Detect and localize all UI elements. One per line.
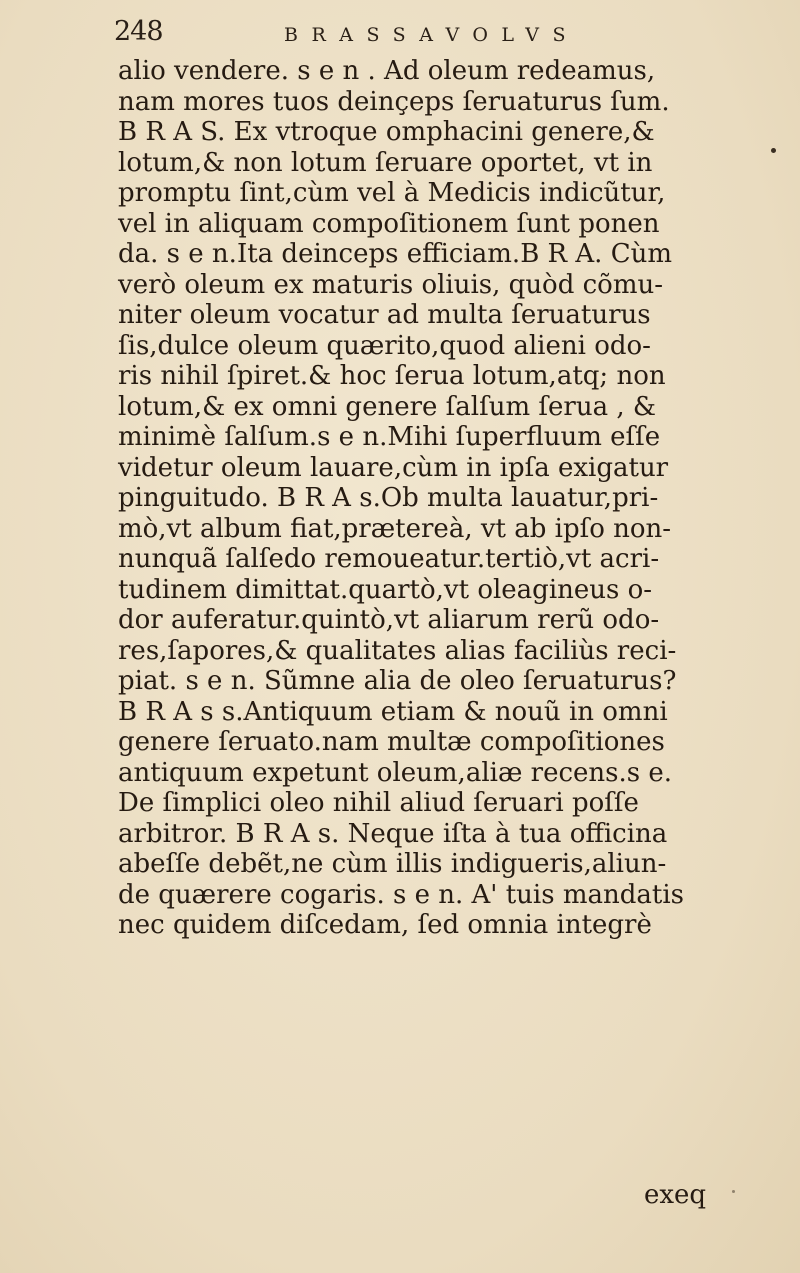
- text-line: da. s e n.Ita deinceps efficiam.B R A. Cùm: [118, 239, 672, 269]
- catchword: exeq: [644, 1180, 707, 1210]
- page-header: [114, 12, 674, 52]
- text-line: ſis,dulce oleum quærito,quod alieni odo-: [118, 330, 651, 361]
- text-line: arbitror. B R A s. Neque iſta à tua officina: [118, 818, 668, 849]
- text-line: pinguitudo. B R A s.Ob multa lauatur,pri-: [118, 483, 659, 513]
- text-line: minimè ſalſum.s e n.Mihi ſuperfluum eſſe: [118, 422, 661, 452]
- text-line: nec quidem diſcedam, ſed omnia integrè: [118, 910, 652, 940]
- text-line: lotum,& ex omni genere ſalſum ſerua , &: [118, 391, 657, 422]
- ink-speck: [732, 1190, 735, 1193]
- text-line: lotum,& non lotum ſeruare oportet, vt in: [118, 147, 653, 178]
- text-line: tudinem dimittat.quartò,vt oleagineus o-: [118, 574, 653, 605]
- text-line: res,ſapores,& qualitates alias faciliùs reci-: [118, 635, 677, 666]
- text-line: nunquã ſalſedo remoueatur.tertiò,vt acri-: [118, 544, 660, 574]
- text-line: dor auferatur.quintò,vt aliarum rerũ odo-: [118, 605, 660, 635]
- text-line: de quærere cogaris. s e n. A' tuis mandatis: [118, 879, 684, 910]
- text-line: abeſſe debẽt,ne cùm illis indigueris,aliun-: [118, 849, 667, 879]
- text-line: antiquum expetunt oleum,aliæ recens.s e.: [118, 757, 673, 788]
- text-line: alio vendere. s e n . Ad oleum redeamus,: [118, 56, 656, 86]
- text-line: De ſimplici oleo nihil aliud ſeruari poſſe: [118, 788, 639, 818]
- text-line: piat. s e n. Sũmne alia de oleo ſeruaturus?: [118, 666, 677, 696]
- text-line: nam mores tuos deinçeps ſeruaturus ſum.: [118, 86, 670, 117]
- text-line: B R A s s.Antiquum etiam & nouũ in omni: [118, 696, 668, 727]
- text-line: promptu ſint,cùm vel à Medicis indicũtur,: [118, 178, 666, 208]
- text-line: B R A S. Ex vtroque omphacini genere,&: [118, 117, 655, 147]
- page-number: 248: [114, 16, 163, 47]
- text-line: ris nihil ſpiret.& hoc ſerua lotum,atq; non: [118, 361, 666, 391]
- text-line: genere ſeruato.nam multæ compoſitiones: [118, 727, 665, 757]
- ink-speck: [771, 148, 776, 153]
- text-line: niter oleum vocatur ad multa ſeruaturus: [118, 300, 651, 330]
- body-text: [118, 56, 748, 941]
- text-line: mò,vt album fiat,prætereà, vt ab ipſo non-: [118, 513, 672, 544]
- text-line: videtur oleum lauare,cùm in ipſa exigatur: [118, 452, 669, 483]
- running-head: BRASSAVOLVS: [284, 24, 580, 46]
- text-line: verò oleum ex maturis oliuis, quòd cõmu-: [118, 269, 664, 300]
- text-line: vel in aliquam compoſitionem ſunt ponen: [118, 208, 660, 239]
